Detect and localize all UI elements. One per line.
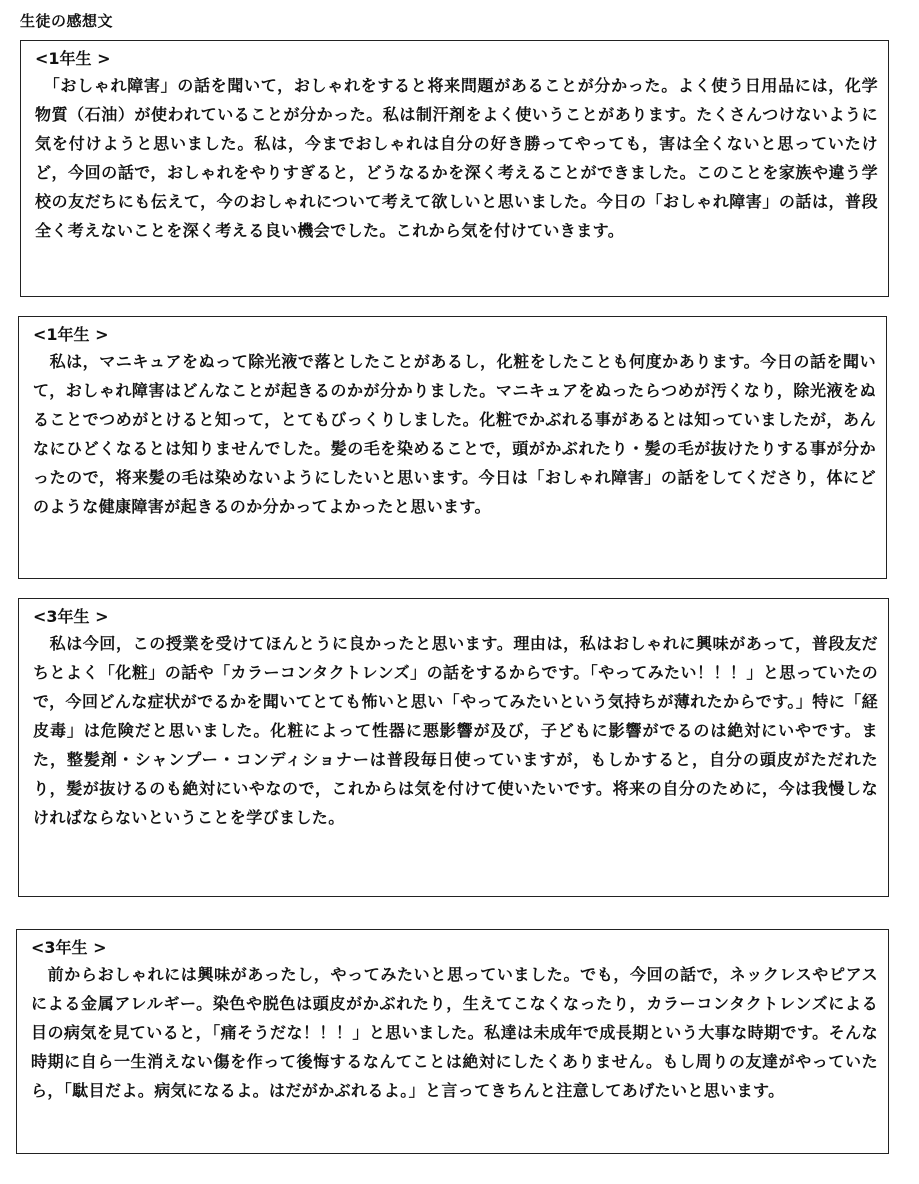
essay-grade-label: <1年生 >: [35, 49, 111, 68]
essay-grade-label: <1年生 >: [33, 325, 109, 344]
essay-box-4: [16, 929, 889, 1154]
essay-body-text: 「おしゃれ障害」の話を聞いて，おしゃれをすると将来問題があることが分かった。よく使う日用品には，化学物質（石油）が使われていることが分かった。私は制汗剤をよく使いうことがあります。たくさんつけないように気を付けようと思いました。私は，今までおしゃれは自分の好き勝ってやっても，害は全くないと思っていたけど，今回の話で，おしゃれをやりすぎると，どうなるかを深く考えることができました。このことを家族や違う学校の友だちにも伝えて，今のおしゃれについて考えて欲しいと思いました。今日の「おしゃれ障害」の話は，普段全く考えないことを深く考える良い機会でした。これから気を付けていきます。: [35, 76, 878, 240]
essay-body-text: 私は，マニキュアをぬって除光液で落としたことがあるし，化粧をしたことも何度かあります。今日の話を聞いて，おしゃれ障害はどんなことが起きるのかが分かりました。マニキュアをぬったらつめが汚くなり，除光液をぬることでつめがとけると知って，とてもびっくりしました。化粧でかぶれる事があるとは知っていましたが，あんなにひどくなるとは知りませんでした。髪の毛を染めることで，頭がかぶれたり・髪の毛が抜けたりする事が分かったので，将来髪の毛は染めないようにしたいと思います。今日は「おしゃれ障害」の話をしてくださり，体にどのような健康障害が起きるのか分かってよかったと思います。: [33, 352, 876, 516]
essay-box-1: [20, 40, 889, 297]
page-title: 生徒の感想文: [20, 12, 114, 30]
essay-body-text: 私は今回，この授業を受けてほんとうに良かったと思います。理由は，私はおしゃれに興味があって，普段友だちとよく「化粧」の話や「カラーコンタクトレンズ」の話をするからです。「やってみたい！！！」と思っていたので，今回どんな症状がでるかを聞いてとても怖いと思い「やってみたいという気持ちが薄れたからです。」特に「経皮毒」は危険だと思いました。化粧によって性器に悪影響が及び，子どもに影響がでるのは絶対にいやです。また，整髪剤・シャンプー・コンディショナーは普段毎日使っていますが，もしかすると，自分の頭皮がただれたり，髪が抜けるのも絶対にいやなので，これからは気を付けて使いたいです。将来の自分のために，今は我慢しなければならないということを学びました。: [33, 634, 878, 827]
essay-body-text: 前からおしゃれには興味があったし，やってみたいと思っていました。でも，今回の話で，ネックレスやピアスによる金属アレルギー。染色や脱色は頭皮がかぶれたり，生えてこなくなったり，カラーコンタクトレンズによる目の病気を見ていると，「痛そうだな！！！」と思いました。私達は未成年で成長期という大事な時期です。そんな時期に自ら一生消えない傷を作って後悔するなんてことは絶対にしたくありません。もし周りの友達がやっていたら，「駄目だよ。病気になるよ。はだがかぶれるよ。」と言ってきちんと注意してあげたいと思います。: [31, 965, 879, 1100]
essay-box-2: [18, 316, 887, 579]
essay-grade-label: <3年生 >: [33, 607, 109, 626]
essay-grade-label: <3年生 >: [31, 938, 107, 957]
essay-box-3: [18, 598, 889, 897]
